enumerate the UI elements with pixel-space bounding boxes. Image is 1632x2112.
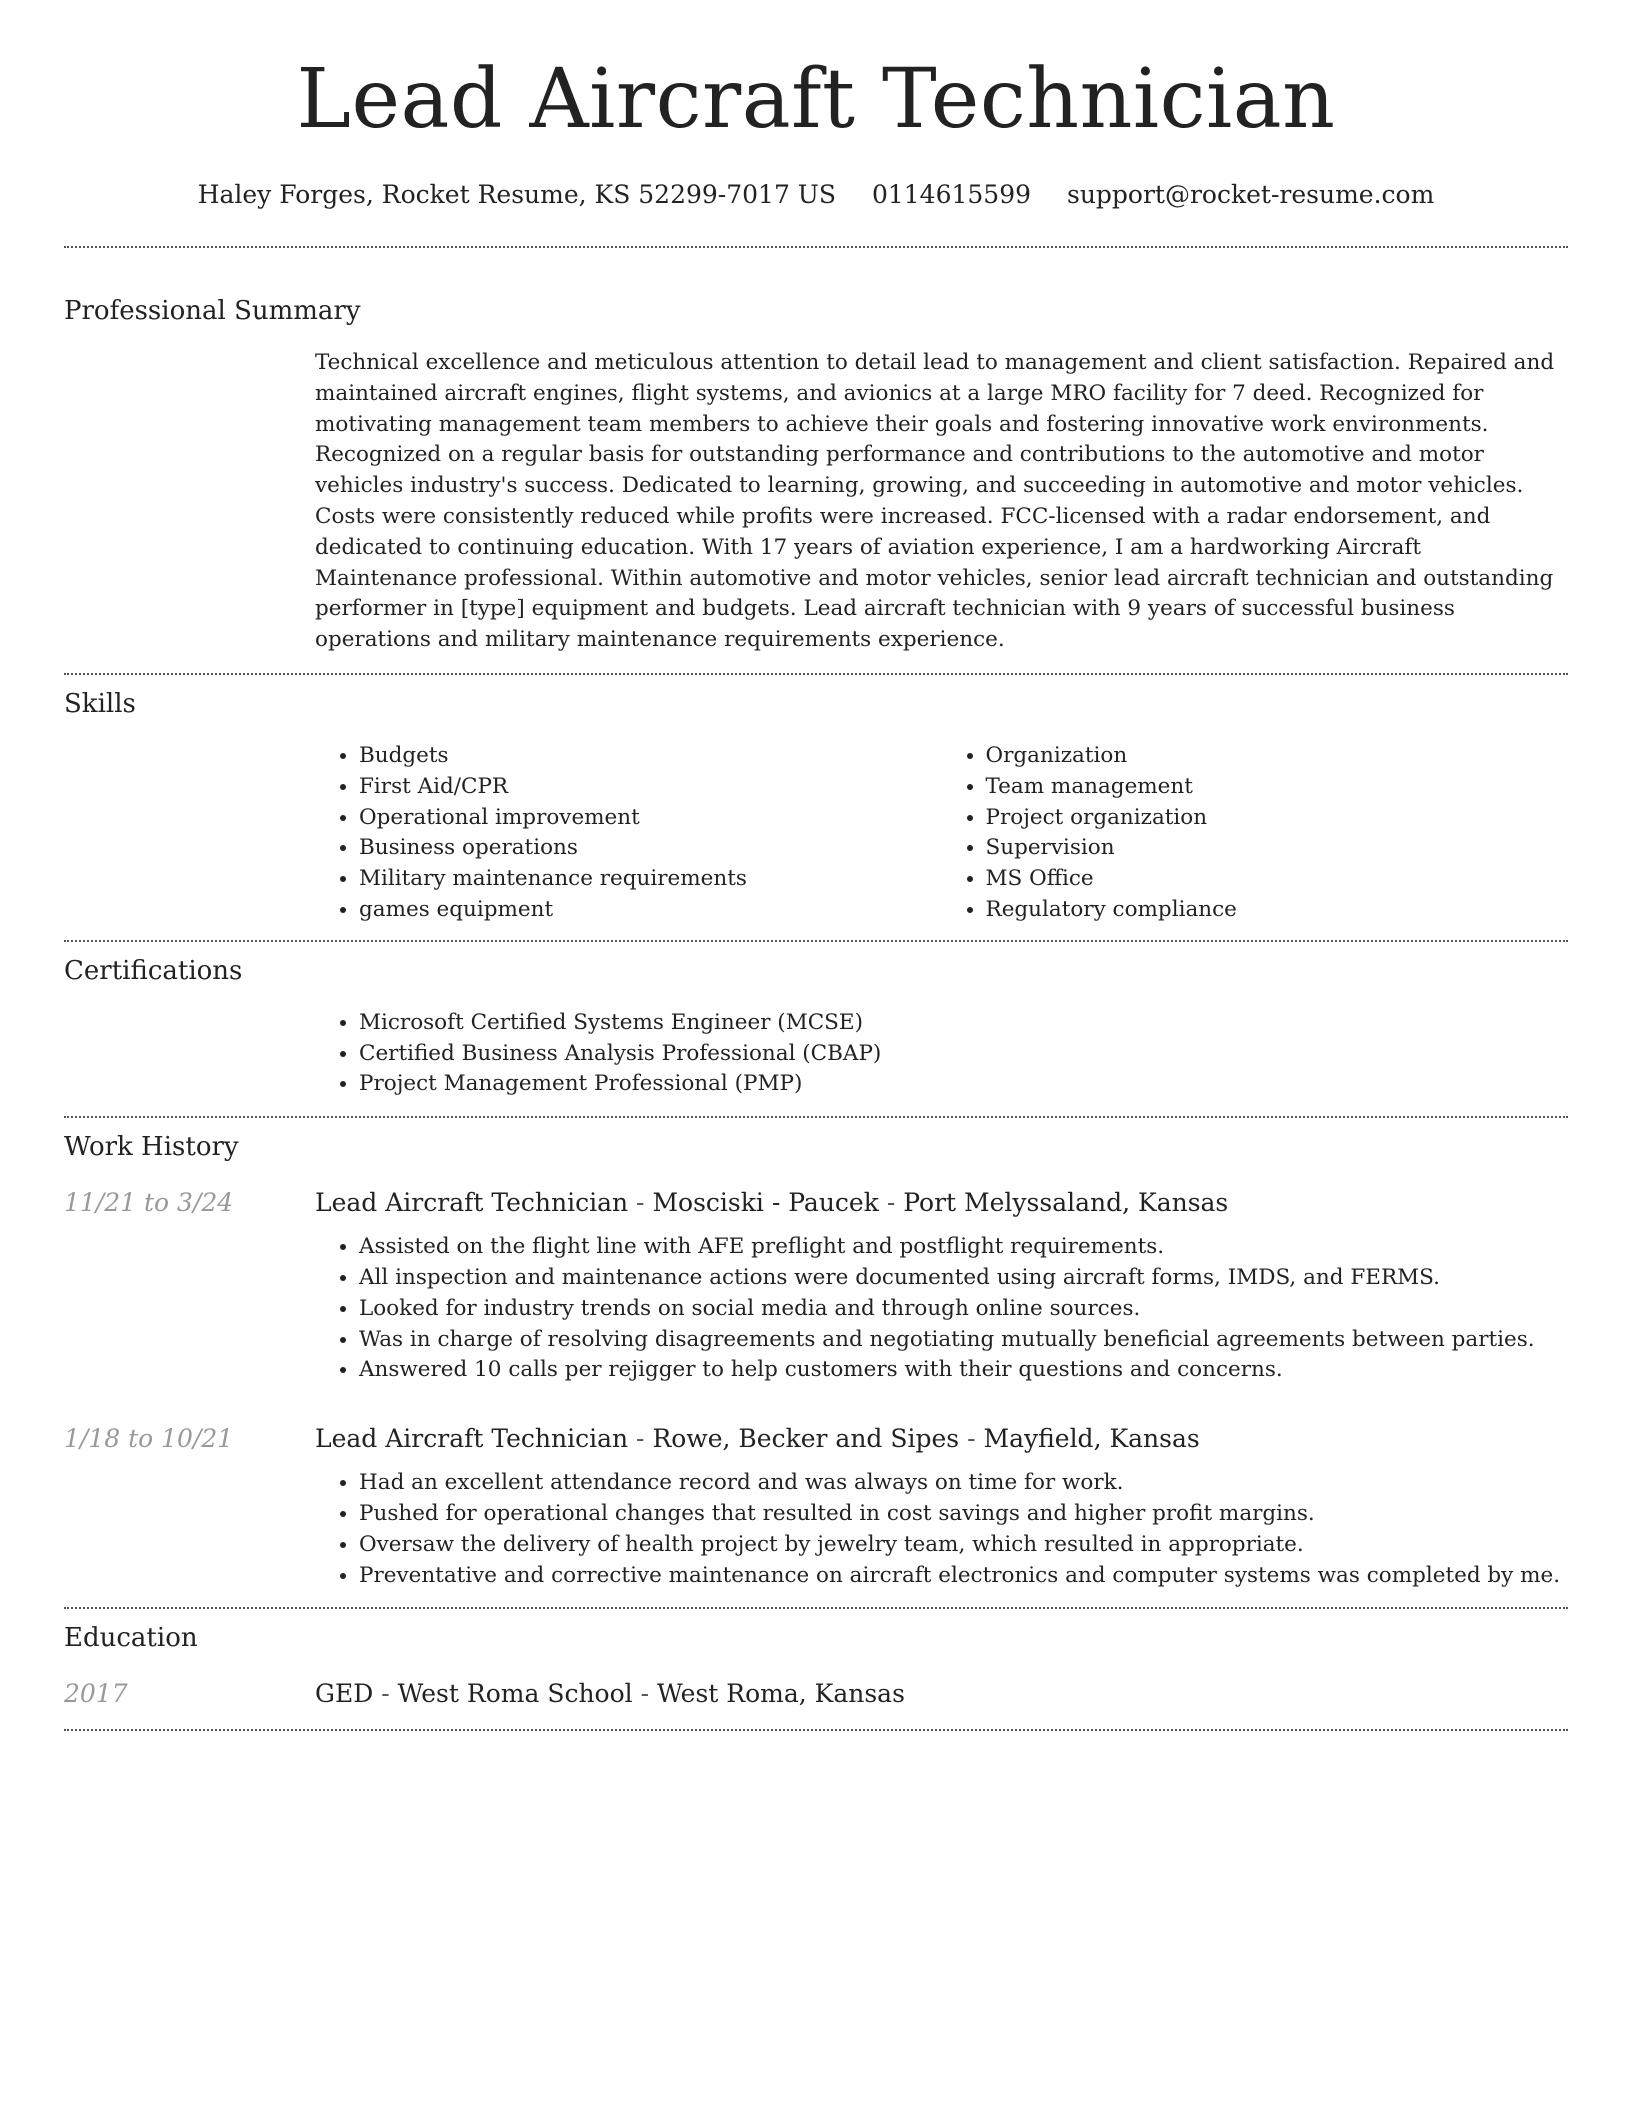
resume-header <box>64 0 1568 212</box>
summary-text: Technical excellence and meticulous attention to detail lead to management and client satisfaction. Repaired and maintained aircraft engines, flight systems, and avionics at a large MRO facility for 7 deed. Recognized for motivating management team members to achieve their goals and fostering innovative work environments. Recognized on a regular basis for outstanding performance and contributions to the automotive and motor vehicles industry's success. Dedicated to learning, growing, and succeeding in automotive and motor vehicles. Costs were consistently reduced while profits were increased. FCC-licensed with a radar endorsement, and dedicated to continuing education. With 17 years of aviation experience, I am a hardworking Aircraft Maintenance professional. Within automotive and motor vehicles, senior lead aircraft technician and outstanding performer in [type] equipment and budgets. Lead aircraft technician with 9 years of successful business operations and military maintenance requirements experience. <box>315 350 1555 653</box>
summary-section <box>64 248 1568 673</box>
candidate-name: Lead Aircraft Technician <box>296 52 1336 147</box>
skill-item: • First Aid/CPR <box>359 772 942 803</box>
skill-item: • MS Office <box>986 864 1569 895</box>
skill-item: • Project organization <box>986 803 1569 834</box>
duty-item: • Preventative and corrective maintenance on aircraft electronics and computer systems was completed by me. <box>359 1561 1568 1592</box>
job-company: Rowe, Becker and Sipes <box>652 1424 960 1454</box>
job-position: Lead Aircraft Technician <box>315 1188 629 1218</box>
duty-item: • Assisted on the flight line with AFE preflight and postflight requirements. <box>359 1232 1568 1263</box>
certifications-list <box>315 1008 1568 1100</box>
certification-item: • Project Management Professional (PMP) <box>359 1069 1568 1100</box>
skill-item: • Regulatory compliance <box>986 895 1569 926</box>
education-degree: GED <box>315 1679 374 1709</box>
skills-grid <box>315 741 1568 926</box>
job-title-line: Lead Aircraft Technician - Mosciski - Paucek - Port Melyssaland, Kansas <box>315 1188 1229 1218</box>
education-location: West Roma, Kansas <box>657 1679 905 1709</box>
job-duties <box>315 1232 1568 1386</box>
job-title-line: Lead Aircraft Technician - Rowe, Becker and Sipes - Mayfield, Kansas <box>315 1424 1200 1454</box>
duty-item: • All inspection and maintenance actions were documented using aircraft forms, IMDS, and FERMS. <box>359 1263 1568 1294</box>
work-history-section <box>64 1118 1568 1607</box>
skill-item: • games equipment <box>359 895 942 926</box>
education-entry <box>64 1677 1568 1711</box>
job-location: Mayfield, Kansas <box>983 1424 1200 1454</box>
skill-item: • Business operations <box>359 833 942 864</box>
duty-item: • Looked for industry trends on social media and through online sources. <box>359 1294 1568 1325</box>
job-location: Port Melyssaland, Kansas <box>903 1188 1229 1218</box>
job-dates: 1/18 to 10/21 <box>64 1424 234 1454</box>
job-duties <box>315 1468 1568 1591</box>
job-header <box>64 1422 1568 1456</box>
job-duties-list <box>315 1232 1568 1386</box>
skill-item: • Team management <box>986 772 1569 803</box>
education-title: Education <box>64 1623 198 1654</box>
certifications-content <box>315 1008 1568 1100</box>
education-section <box>64 1609 1568 1729</box>
job-entry <box>64 1422 1568 1591</box>
duty-item: • Answered 10 calls per rejigger to help customers with their questions and concerns. <box>359 1355 1568 1386</box>
job-position: Lead Aircraft Technician <box>315 1424 629 1454</box>
skill-item: • Supervision <box>986 833 1569 864</box>
contact-email[interactable]: support@rocket-resume.com <box>1066 180 1435 209</box>
job-header <box>64 1186 1568 1220</box>
job-dates: 11/21 to 3/24 <box>64 1188 234 1218</box>
job-entry <box>64 1186 1568 1386</box>
certification-item: • Microsoft Certified Systems Engineer (MCSE) <box>359 1008 1568 1039</box>
duty-item: • Was in charge of resolving disagreements and negotiating mutually beneficial agreements between parties. <box>359 1325 1568 1356</box>
duty-item: • Pushed for operational changes that resulted in cost savings and higher profit margins. <box>359 1499 1568 1530</box>
skills-list-right <box>942 741 1569 926</box>
contact-phone: 0114615599 <box>871 180 1032 209</box>
work-history-title: Work History <box>64 1132 239 1163</box>
skill-item: • Military maintenance requirements <box>359 864 942 895</box>
contact-line <box>64 178 1568 212</box>
skill-item: • Budgets <box>359 741 942 772</box>
duty-item: • Oversaw the delivery of health project by jewelry team, which resulted in appropriate. <box>359 1530 1568 1561</box>
job-duties-list <box>315 1468 1568 1591</box>
education-school: West Roma School <box>397 1679 633 1709</box>
education-divider <box>64 1729 1568 1731</box>
skills-list-left <box>315 741 942 926</box>
duty-item: • Had an excellent attendance record and was always on time for work. <box>359 1468 1568 1499</box>
education-title-line: GED - West Roma School - West Roma, Kansas <box>315 1679 905 1709</box>
skills-section <box>64 675 1568 940</box>
education-year: 2017 <box>64 1679 128 1709</box>
summary-title: Professional Summary <box>64 296 361 326</box>
skill-item: • Organization <box>986 741 1569 772</box>
contact-address: Haley Forges, Rocket Resume, KS 52299-7017 US <box>197 180 837 209</box>
certifications-section <box>64 942 1568 1116</box>
skill-item: • Operational improvement <box>359 803 942 834</box>
skills-title: Skills <box>64 688 136 719</box>
certifications-title: Certifications <box>64 955 243 986</box>
job-company: Mosciski - Paucek <box>652 1188 879 1218</box>
certification-item: • Certified Business Analysis Professional (CBAP) <box>359 1039 1568 1070</box>
